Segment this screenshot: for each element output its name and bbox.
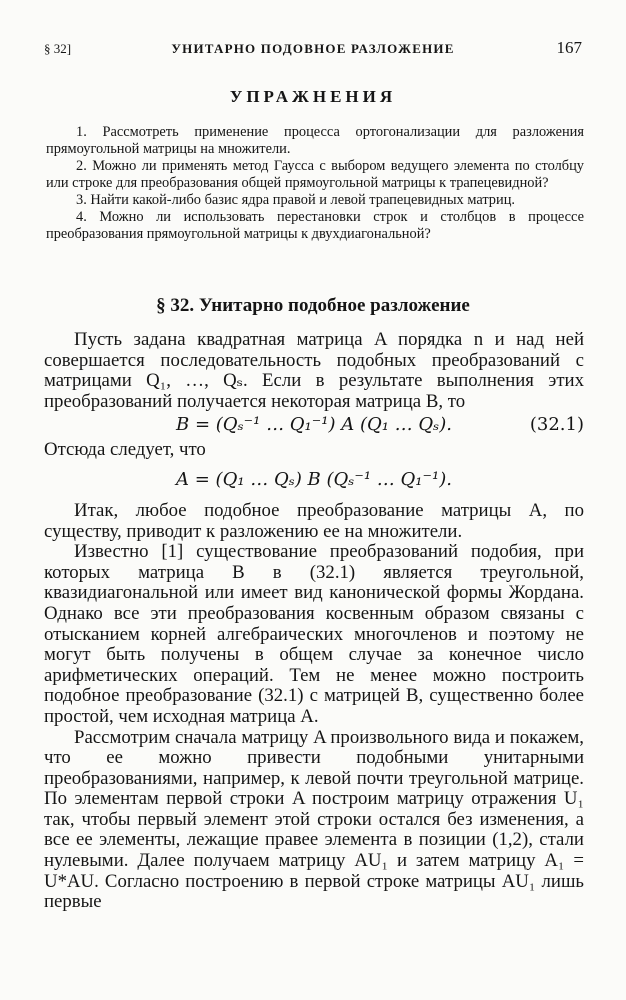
- formula-32-1: [44, 410, 584, 440]
- paragraph: Пусть задана квадратная матрица A порядка n и над ней совершается последовательность подобных преобразований с матрицами Q₁, …, Qₛ. Если в результате выполнения этих преобразований получается некоторая матрица B, то: [44, 329, 584, 412]
- exercise-item: 4. Можно ли использовать перестановки строк и столбцов в процессе преобразования прямоугольной матрицы к двухдиагональной?: [46, 209, 584, 242]
- paragraph: Отсюда следует, что: [44, 439, 206, 461]
- formula-inverse: [44, 465, 584, 495]
- running-head: [44, 38, 582, 60]
- exercise-item: 3. Найти какой-либо базис ядра правой и левой трапецевидных матриц.: [76, 192, 515, 208]
- paragraph: Рассмотрим сначала матрицу A произвольного вида и покажем, что ее можно привести подобными унитарными преобразованиями, например, к левой почти треугольной матрице. По элементам первой строки A построим матрицу отражения U₁ так, чтобы первый элемент этой строки остался без изменения, а все ее элементы, лежащие правее элемента в позиции (1,2), стали нулевыми. Далее получаем матрицу AU₁ и затем матрицу A₁ = U*AU. Согласно построению в первой строке матрицы AU₁ лишь первые: [44, 726, 584, 913]
- exercises-heading: УПРАЖНЕНИЯ: [229, 87, 397, 106]
- exercise-item: 2. Можно ли применять метод Гаусса с выбором ведущего элемента по столбцу или строке для преобразования общей прямоугольной матрицы к трапецевидной?: [46, 158, 584, 191]
- exercises-list: [46, 124, 584, 243]
- exercise-item: 1. Рассмотреть применение процесса ортогонализации для разложения прямоугольной матрицы на множители.: [46, 124, 584, 157]
- page-number: 167: [556, 38, 582, 57]
- formula-number: (32.1): [529, 414, 584, 436]
- formula-expression: A = (Q₁ … Qₛ) B (Qₛ⁻¹ … Q₁⁻¹).: [176, 468, 452, 490]
- section-body: [44, 330, 584, 913]
- running-title: УНИТАРНО ПОДОВНОЕ РАЗЛОЖЕНИЕ: [171, 41, 455, 56]
- paragraph: Известно [1] существование преобразований подобия, при которых матрица B в (32.1) является треугольной, квазидиагональной или имеет вид канонической формы Жордана. Однако все эти преобразования косвенным образом связаны с отысканием корней алгебраических многочленов и поэтому не могут быть получены в общем случае за конечное число арифметических операций. Тем не менее можно построить подобное преобразование (32.1) с матрицей B, существенно более простой, чем исходная матрица A.: [44, 541, 584, 727]
- section-title: § 32. Унитарно подобное разложение: [156, 295, 470, 316]
- paragraph: Итак, любое подобное преобразование матрицы A, по существу, приводит к разложению ее на множители.: [44, 499, 584, 542]
- formula-expression: B = (Qₛ⁻¹ … Q₁⁻¹) A (Q₁ … Qₛ).: [176, 414, 452, 436]
- section-ref: § 32]: [44, 41, 72, 56]
